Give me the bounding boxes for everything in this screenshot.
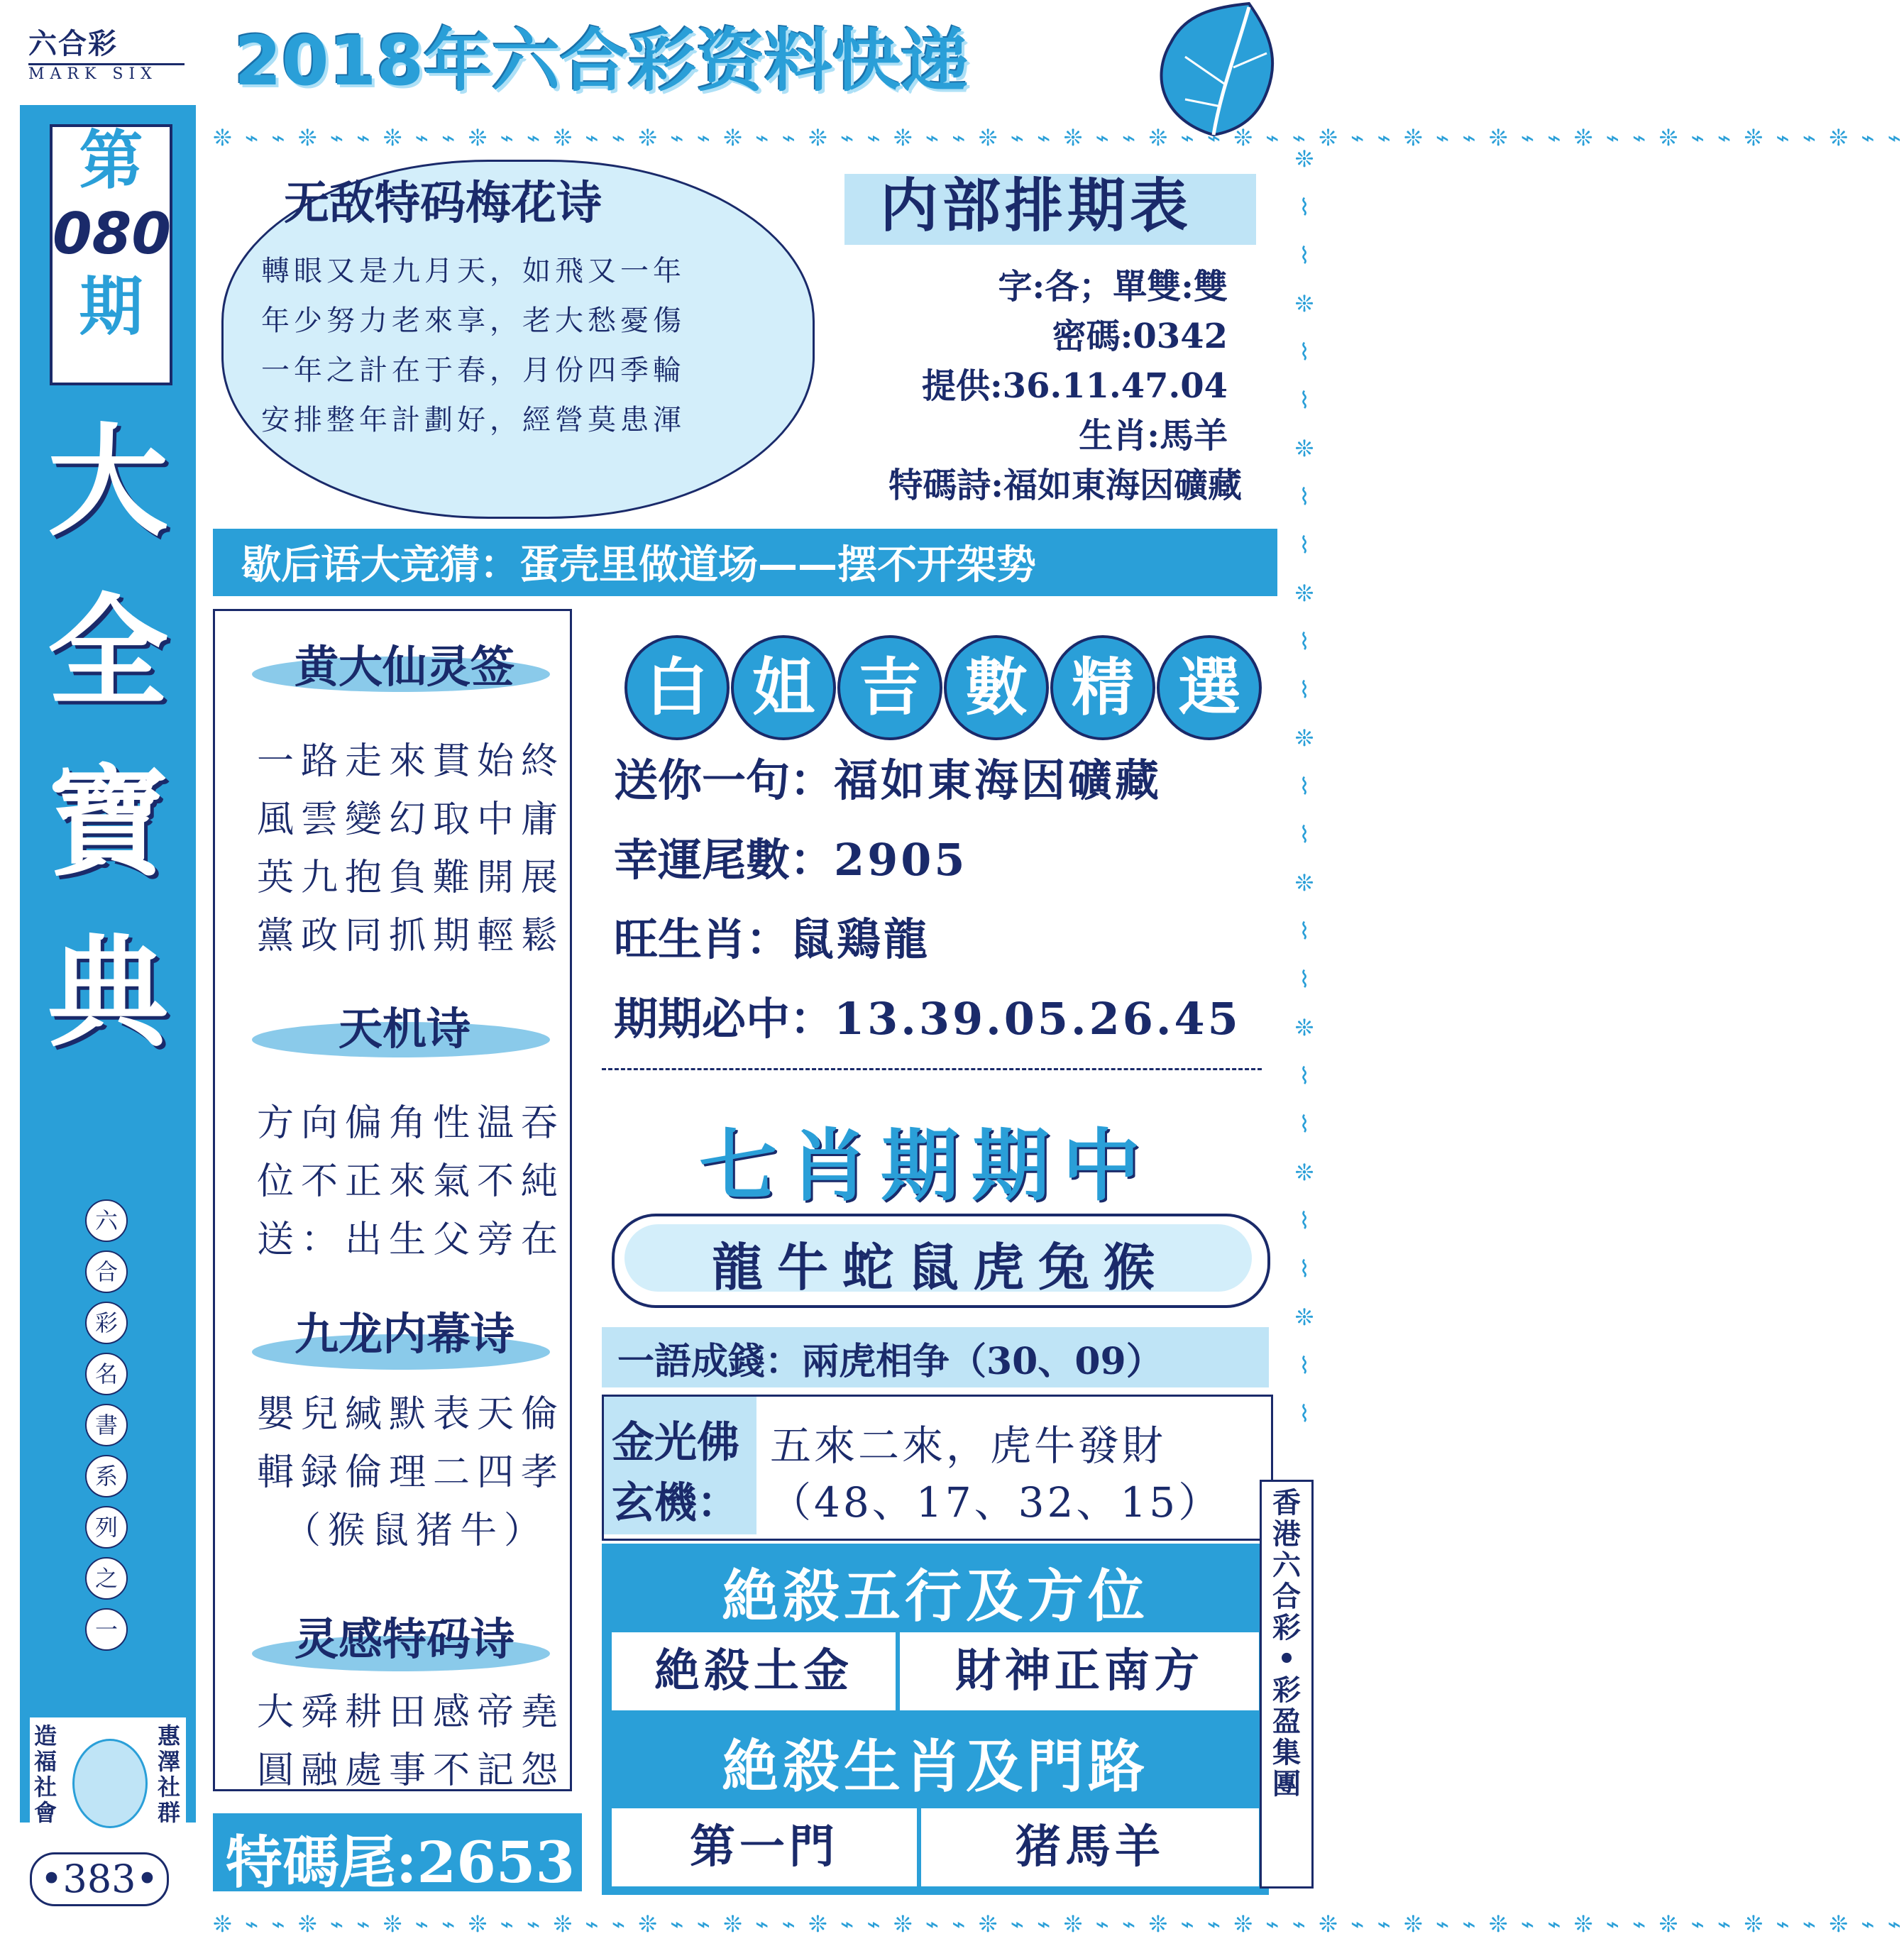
plum-poem-line: 安排整年計劃好，經營莫患渾	[261, 404, 686, 436]
kill-element-cell: 絶殺土金	[612, 1632, 896, 1710]
poem-line: 圓融處事不記怨	[257, 1749, 566, 1792]
series-char: 列	[85, 1506, 128, 1549]
schedule-line: 特碼詩:福如東海因礦藏	[888, 466, 1242, 505]
issue-box	[50, 124, 172, 385]
main-title: 2018年六合彩资料快递	[234, 21, 969, 101]
pick-row-lucky-tail	[614, 825, 968, 888]
emblem-right-text: 惠澤社群	[157, 1722, 180, 1826]
poem-line: 大舜耕田感帝堯	[257, 1691, 566, 1734]
pick-row-zodiac	[614, 904, 930, 967]
white-sister-title-char: 精	[1050, 635, 1155, 740]
page-number: •383•	[30, 1852, 169, 1906]
emblem-seal-icon	[72, 1739, 148, 1828]
golden-buddha-label: 玄機：	[612, 1478, 739, 1528]
issue-number: 080	[53, 201, 171, 267]
pick-value: 13.39.05.26.45	[834, 993, 1241, 1045]
series-char: 合	[85, 1250, 128, 1293]
publisher-char: 彩	[1272, 1611, 1301, 1644]
kill-door-cell: 第一門	[612, 1808, 917, 1886]
poem-title: 灵感特码诗	[294, 1613, 514, 1665]
publisher-char: 團	[1272, 1767, 1301, 1801]
right-border-decoration: ❊ ⌇ ⌇ ❊ ⌇ ⌇ ❊ ⌇ ⌇ ❊ ⌇ ⌇ ❊ ⌇ ⌇ ❊ ⌇ ⌇ ❊ ⌇ ⌇ ❊ ⌇ ⌇ ❊ ⌇ ⌇	[1294, 145, 1314, 1427]
poem-title: 黄大仙灵签	[294, 641, 514, 693]
pick-label: 期期必中：	[614, 993, 835, 1045]
white-sister-title-char: 數	[944, 635, 1049, 740]
logo-bottom-text: MARK SIX	[28, 63, 185, 83]
publisher-char: 合	[1272, 1580, 1301, 1613]
golden-buddha-label: 金光佛	[612, 1418, 739, 1468]
poem-title: 九龙内幕诗	[294, 1308, 514, 1360]
pick-label: 幸運尾數：	[614, 834, 835, 886]
pick-row-sentence	[614, 745, 1162, 808]
schedule-line: 提供:36.11.47.04	[921, 366, 1228, 406]
kill-zodiac-title: 絶殺生肖及門路	[722, 1733, 1149, 1800]
publisher-vertical-label	[1260, 1480, 1314, 1889]
plum-poem-line: 轉眼又是九月天，如飛又一年	[261, 255, 686, 287]
poem-line: 黨政同抓期輕鬆	[257, 915, 566, 957]
leaf-icon	[1143, 0, 1284, 142]
publisher-char: 六	[1272, 1549, 1301, 1582]
pick-label: 送你一句：	[614, 754, 835, 806]
issue-suffix: 期	[79, 270, 143, 344]
title-char: 大	[47, 412, 168, 553]
poem-line: 輯録倫理二四孝	[257, 1451, 566, 1494]
schedule-line: 密碼:0342	[1052, 317, 1228, 356]
publisher-char: 盈	[1272, 1705, 1301, 1738]
pick-value: 2905	[834, 834, 968, 886]
seven-zodiac-list: 龍牛蛇鼠虎兔猴	[711, 1237, 1169, 1297]
top-border-decoration: ❊ ⌁ ⌁ ❊ ⌁ ⌁ ❊ ⌁ ⌁ ❊ ⌁ ⌁ ❊ ⌁ ⌁ ❊ ⌁ ⌁ ❊ ⌁ ⌁ ❊ ⌁ ⌁ ❊ ⌁ ⌁ ❊ ⌁ ⌁ ❊ ⌁ ⌁ ❊ ⌁ ⌁ ❊ ⌁ ⌁ ❊ ⌁ ⌁ ❊ ⌁ ⌁ ❊ ⌁ ⌁ ❊ ⌁ ⌁ ❊ ⌁ ⌁ ❊ ⌁ ⌁ ❊ ⌁ ⌁	[213, 124, 1904, 151]
proverb-text: 歇后语大竞猜：蛋壳里做道场——摆不开架势	[241, 542, 1036, 588]
golden-buddha-text: 五來二來，虎牛發財	[770, 1422, 1167, 1470]
publisher-char: 香	[1272, 1486, 1301, 1519]
series-char: 一	[85, 1608, 128, 1651]
plum-poem-line: 年少努力老來享，老大愁憂傷	[261, 304, 686, 337]
pick-row-numbers	[614, 984, 1241, 1047]
poem-line: 位不正來氣不純	[257, 1160, 566, 1203]
series-char: 六	[85, 1199, 128, 1242]
white-sister-title-char: 白	[624, 635, 730, 740]
publisher-char: 港	[1272, 1517, 1301, 1551]
series-char: 彩	[85, 1302, 128, 1344]
pick-label: 旺生肖：	[614, 913, 791, 965]
seven-zodiac-title: 七肖期期中	[699, 1121, 1153, 1211]
pick-value: 福如東海因礦藏	[834, 754, 1162, 806]
series-char: 系	[85, 1455, 128, 1497]
issue-prefix: 第	[79, 123, 143, 198]
pick-value: 鼠鶏龍	[790, 913, 931, 965]
poem-title: 天机诗	[338, 1003, 471, 1055]
white-sister-title-char: 姐	[731, 635, 836, 740]
bottom-border-decoration: ❊ ⌁ ⌁ ❊ ⌁ ⌁ ❊ ⌁ ⌁ ❊ ⌁ ⌁ ❊ ⌁ ⌁ ❊ ⌁ ⌁ ❊ ⌁ ⌁ ❊ ⌁ ⌁ ❊ ⌁ ⌁ ❊ ⌁ ⌁ ❊ ⌁ ⌁ ❊ ⌁ ⌁ ❊ ⌁ ⌁ ❊ ⌁ ⌁ ❊ ⌁ ⌁ ❊ ⌁ ⌁ ❊ ⌁ ⌁ ❊ ⌁ ⌁ ❊ ⌁ ⌁ ❊ ⌁ ⌁	[213, 1911, 1904, 1937]
emblem-left-text: 造福社會	[33, 1722, 57, 1826]
series-char: 名	[85, 1353, 128, 1395]
publisher-char: 彩	[1272, 1673, 1301, 1707]
poem-line: 英九抱負難開展	[257, 857, 566, 899]
section-divider	[602, 1068, 1262, 1070]
title-char: 全	[47, 583, 168, 723]
publisher-char: 集	[1272, 1736, 1301, 1769]
poem-line: 嬰兒緘默表天倫	[257, 1393, 566, 1436]
poem-line: 一路走來貫始終	[257, 740, 566, 783]
poem-line: 送：出生父旁在	[257, 1219, 566, 1261]
emblem	[30, 1717, 186, 1838]
kill-zodiac-cell: 猪馬羊	[921, 1808, 1259, 1886]
wealth-direction-cell: 財神正南方	[900, 1632, 1259, 1710]
white-sister-title-char: 吉	[837, 635, 942, 740]
schedule-title: 内部排期表	[880, 172, 1193, 240]
schedule-line: 生肖:馬羊	[1079, 416, 1228, 456]
poem-line: 風雲變幻取中庸	[257, 798, 566, 841]
poem-line: 方向偏角性温吞	[257, 1102, 566, 1145]
kill-five-elements-title: 絶殺五行及方位	[722, 1563, 1149, 1629]
schedule-line: 字:各；單雙:雙	[998, 267, 1228, 307]
series-char: 書	[85, 1404, 128, 1446]
golden-buddha-numbers: （48、17、32、15）	[770, 1478, 1223, 1527]
white-sister-title-char: 選	[1157, 635, 1262, 740]
logo-top-text: 六合彩	[28, 27, 118, 60]
plum-poem-line: 一年之計在于春，月份四季輪	[261, 354, 686, 387]
idiom-text: 一語成錢：兩虎相争（30、09）	[617, 1340, 1163, 1383]
plum-poem-title: 无敌特码梅花诗	[284, 177, 602, 230]
title-char: 典	[47, 923, 168, 1064]
publisher-char: •	[1277, 1642, 1296, 1676]
poem-line: （猴鼠猪牛）	[284, 1510, 549, 1552]
special-tail-text: 特碼尾:2653	[226, 1829, 576, 1896]
title-char: 寶	[47, 753, 168, 894]
logo	[28, 21, 192, 85]
series-char: 之	[85, 1557, 128, 1600]
